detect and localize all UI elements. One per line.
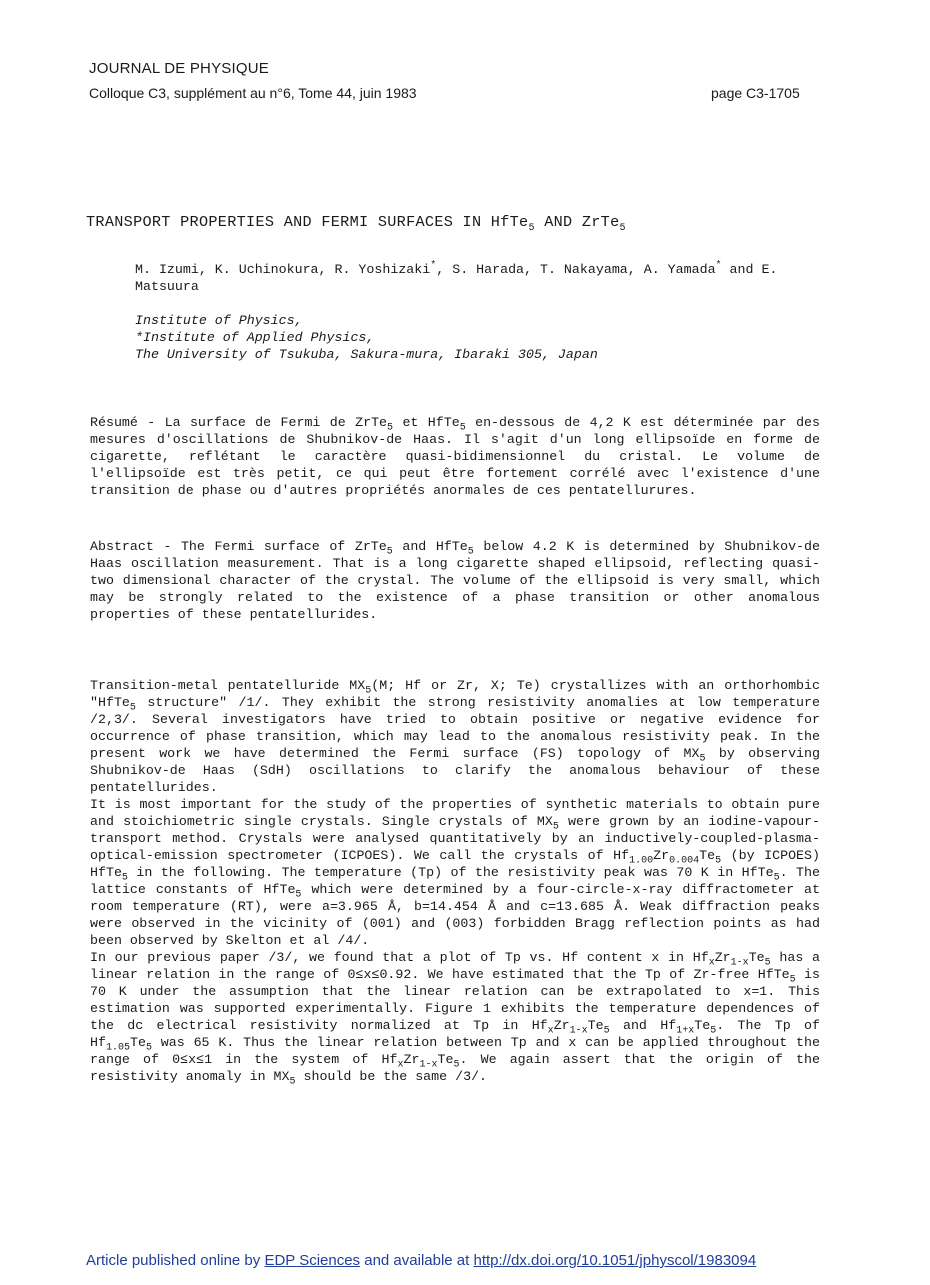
paper-title: TRANSPORT PROPERTIES AND FERMI SURFACES IN HfTe$_5$ AND ZrTe$_5$ bbox=[86, 213, 626, 235]
body-paragraph-1: Transition-metal pentatelluride $MX_5(M$; Hf or Zr, X; Te) crystallizes with an orthorhombic "HfTe$_5$ structure" /1/. They exhibit the strong resistivity anomalies at low temperature /2,3/. Several investigators have tried to obtain positive or negative evidence for occurrence of phase transition, which may lead to the anomalous resistivity peak. In the present work we have determined the Fermi surface (FS) topology of $MX_5$ by observing Shubnikov-de Haas (SdH) oscillations to clarify the anomalous behaviour of these pentatellurides. bbox=[90, 678, 820, 795]
journal-name: JOURNAL DE PHYSIQUE bbox=[89, 60, 269, 77]
page-number: page C3-1705 bbox=[711, 85, 800, 101]
affiliation-3: The University of Tsukuba, Sakura-mura, Ibaraki 305, Japan bbox=[135, 347, 598, 362]
resume-paragraph: Résumé - La surface de Fermi de ZrTe$_5$ et HfTe$_5$ en-dessous de 4,2 K est déterminée par des mesures d'oscillations de Shubnikov-de Haas. Il s'agit d'un long ellipsoïde en forme de cigarette, reflétant le caractère quasi-bidimensionnel du cristal. Le volume de l'ellipsoïde est très petit, ce qui peut être fortement corrélé avec l'existence d'une transition de phase ou d'autres propriétés anormales de ces pentatellurures. bbox=[90, 415, 821, 498]
body-paragraph-2: It is most important for the study of the properties of synthetic materials to obtain pure and stoichiometric single crystals. Single crystals of $MX_5$ were grown by an iodine-vapour-transport method. Crystals were analysed quantitatively by an inductively-coupled-plasma-optical-emission spectrometer (ICPOES). We call the crystals of $Hf_{1.00}Zr_{0.004}Te_5$ (by ICPOES) HfTe$_5$ in the following. The temperature (Tp) of the resistivity peak was 70 K in HfTe$_5$. The lattice constants of HfTe$_5$ which were determined by a four-circle-x-ray diffractometer at room temperature (RT), were a=3.965 Å, b=14.454 Å and c=13.685 Å. Weak diffraction peaks were observed in the vicinity of (001) and (003) forbidden Bragg reflection points as had been observed by Skelton et al /4/. bbox=[90, 797, 821, 948]
body-text bbox=[90, 677, 821, 1088]
edp-sciences-link[interactable]: EDP Sciences bbox=[264, 1252, 361, 1269]
affiliation-1: Institute of Physics, bbox=[135, 313, 303, 328]
doi-link[interactable]: http://dx.doi.org/10.1051/jphyscol/1983094 bbox=[473, 1252, 757, 1269]
abstract-paragraph: Abstract - The Fermi surface of ZrTe$_5$ and HfTe$_5$ below 4.2 K is determined by Shubnikov-de Haas oscillation measurement. That is a long cigarette shaped ellipsoid, reflecting quasi-two dimensional character of the crystal. The volume of the ellipsoid is very small, which may be strongly related to the existence of a phase transition or other anomalous properties of these pentatellurides. bbox=[90, 539, 820, 622]
publication-footer: Article published online by EDP Sciences and available at http://dx.doi.org/10.1051/jphyscol/1983094 bbox=[86, 1252, 757, 1269]
body-paragraph-3: In our previous paper /3/, we found that a plot of Tp vs. Hf content x in $Hf_xZr_{1-x}Te_5$ has a linear relation in the range of 0≤x≤0.92. We have estimated that the Tp of Zr-free HfTe$_5$ is 70 K under the assumption that the linear relation can be extrapolated to x=1. This estimation was supported experimentally. Figure 1 exhibits the temperature dependences of the dc electrical resistivity normalized at Tp in $Hf_xZr_{1-x}Te_5$ and $Hf_{1+x}Te_5$. The Tp of $Hf_{1.05}Te_5$ was 65 K. Thus the linear relation between Tp and x can be applied throughout the range of 0≤x≤1 in the system of $Hf_xZr_{1-x}Te_5$. We again assert that the origin of the resistivity anomaly in $MX_5$ should be the same /3/. bbox=[90, 950, 821, 1088]
affiliations bbox=[135, 312, 598, 363]
affiliation-2: *Institute of Applied Physics, bbox=[135, 330, 375, 345]
author-list: M. Izumi, K. Uchinokura, R. Yoshizaki*, S. Harada, T. Nakayama, A. Yamada* and E. Matsuura bbox=[135, 260, 778, 294]
colloque-info: Colloque C3, supplément au n°6, Tome 44, juin 1983 bbox=[89, 85, 417, 101]
